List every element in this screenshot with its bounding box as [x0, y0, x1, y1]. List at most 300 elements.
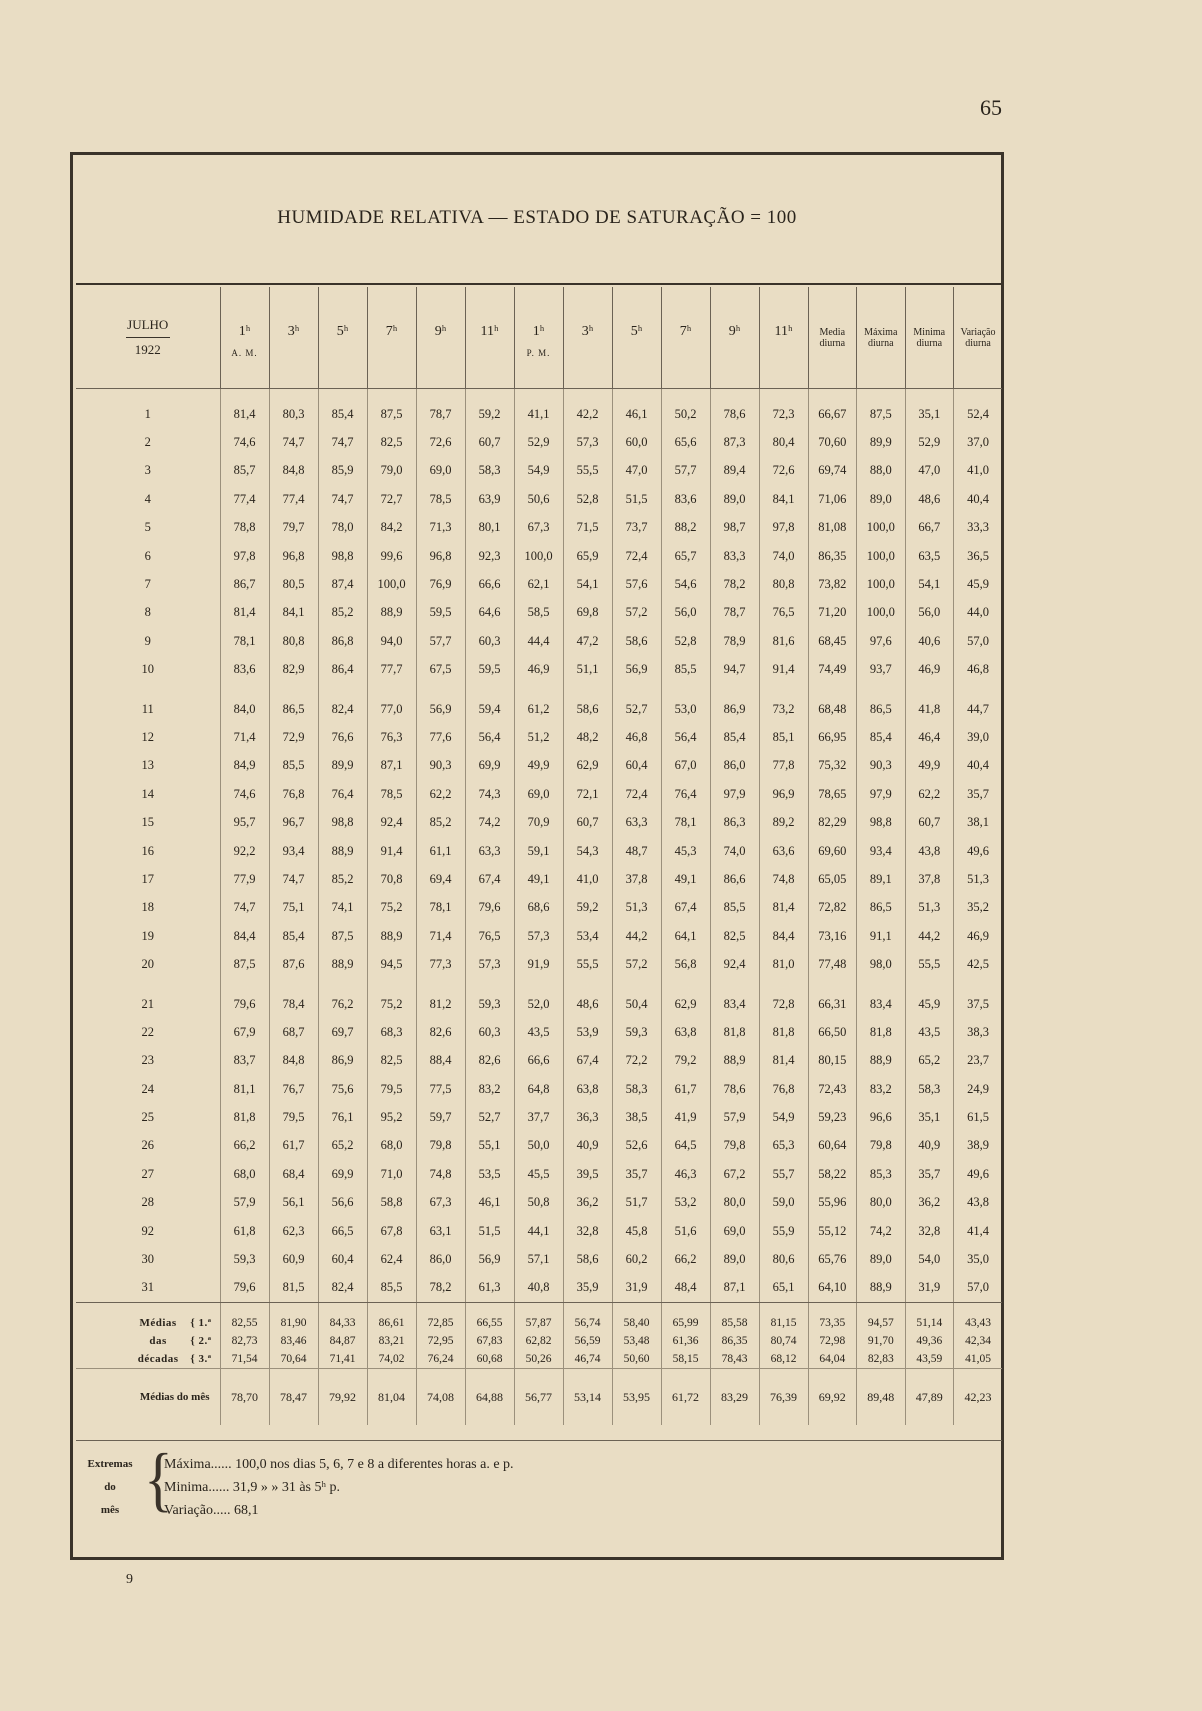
decade-mean-cell: 80,74: [759, 1332, 808, 1350]
value-cell: 93,7: [857, 656, 906, 684]
value-cell: 64,6: [465, 599, 514, 627]
spacer-cell: [905, 684, 954, 695]
value-cell: 56,0: [905, 599, 954, 627]
value-cell: 54,9: [514, 457, 563, 485]
value-cell: 100,0: [857, 542, 906, 570]
value-cell: 84,4: [759, 922, 808, 950]
decade-mean-row: [76, 1350, 1002, 1369]
value-cell: 55,96: [808, 1189, 857, 1217]
value-cell: 35,7: [954, 780, 1003, 808]
value-cell: 47,0: [612, 457, 661, 485]
spacer-cell: [220, 1303, 269, 1315]
value-cell: 82,5: [367, 428, 416, 456]
value-cell: 67,2: [710, 1160, 759, 1188]
value-cell: 77,0: [367, 695, 416, 723]
spacer-row: [76, 684, 1002, 695]
value-cell: 81,4: [759, 894, 808, 922]
value-cell: 36,2: [563, 1189, 612, 1217]
value-cell: 50,0: [514, 1132, 563, 1160]
value-cell: 35,0: [954, 1245, 1003, 1273]
day-cell: 24: [141, 1081, 154, 1096]
value-cell: 71,3: [416, 514, 465, 542]
spacer-cell: [612, 389, 661, 401]
month-mean-cell: 64,88: [465, 1369, 514, 1426]
value-cell: 78,5: [367, 780, 416, 808]
value-cell: 72,6: [759, 457, 808, 485]
value-cell: 54,0: [905, 1245, 954, 1273]
value-cell: 85,1: [759, 723, 808, 751]
value-cell: 66,67: [808, 400, 857, 428]
value-cell: 81,4: [759, 1047, 808, 1075]
table-row: [76, 1018, 1002, 1046]
value-cell: 87,5: [220, 950, 269, 978]
value-cell: 81,0: [759, 950, 808, 978]
value-cell: 55,5: [563, 457, 612, 485]
value-cell: 86,7: [220, 570, 269, 598]
value-cell: 82,4: [318, 1274, 367, 1303]
value-cell: 53,0: [661, 695, 710, 723]
value-cell: 85,4: [318, 400, 367, 428]
value-cell: 94,5: [367, 950, 416, 978]
value-cell: 47,0: [905, 457, 954, 485]
value-cell: 76,8: [759, 1075, 808, 1103]
decade-label-cell: [76, 1314, 220, 1332]
summary-header-text: Media: [819, 326, 846, 338]
day-cell: 20: [141, 957, 154, 972]
month-label: JULHO: [127, 317, 169, 332]
decade-mean-cell: 91,70: [857, 1332, 906, 1350]
value-cell: 60,7: [563, 808, 612, 836]
day-cell: 5: [144, 520, 151, 535]
value-cell: 54,6: [661, 570, 710, 598]
value-cell: 86,3: [710, 808, 759, 836]
value-cell: 44,0: [954, 599, 1003, 627]
value-cell: 86,5: [857, 894, 906, 922]
value-cell: 66,50: [808, 1018, 857, 1046]
value-cell: 38,1: [954, 808, 1003, 836]
value-cell: 62,2: [416, 780, 465, 808]
value-cell: 84,4: [220, 922, 269, 950]
decade-mean-cell: 94,57: [857, 1314, 906, 1332]
decade-mean-cell: 49,36: [905, 1332, 954, 1350]
value-cell: 76,7: [269, 1075, 318, 1103]
decade-brace: {: [187, 1335, 199, 1348]
value-cell: 92,4: [710, 950, 759, 978]
value-cell: 75,2: [367, 990, 416, 1018]
value-cell: 60,64: [808, 1132, 857, 1160]
spacer-cell: [416, 389, 465, 401]
decade-mean-cell: 43,43: [954, 1314, 1003, 1332]
value-cell: 86,0: [710, 752, 759, 780]
value-cell: 62,4: [367, 1245, 416, 1273]
value-cell: 80,6: [759, 1245, 808, 1273]
value-cell: 98,7: [710, 514, 759, 542]
value-cell: 88,9: [318, 950, 367, 978]
value-cell: 53,4: [563, 922, 612, 950]
value-cell: 56,9: [465, 1245, 514, 1273]
value-cell: 82,9: [269, 656, 318, 684]
day-cell: 16: [141, 843, 154, 858]
value-cell: 79,2: [661, 1047, 710, 1075]
value-cell: 64,8: [514, 1075, 563, 1103]
page-number: 65: [980, 95, 1002, 120]
value-cell: 51,2: [514, 723, 563, 751]
value-cell: 71,4: [416, 922, 465, 950]
value-cell: 51,6: [661, 1217, 710, 1245]
value-cell: 46,3: [661, 1160, 710, 1188]
decade-mark: 1.ª: [198, 1317, 212, 1330]
decade-label-text: das: [149, 1335, 167, 1348]
value-cell: 88,4: [416, 1047, 465, 1075]
value-cell: 64,1: [661, 922, 710, 950]
value-cell: 54,1: [563, 570, 612, 598]
decade-mean-cell: 74,02: [367, 1350, 416, 1369]
spacer-cell: [857, 979, 906, 990]
summary-header-text: diurna: [916, 337, 943, 349]
day-cell: 17: [141, 871, 154, 886]
value-cell: 81,8: [220, 1103, 269, 1131]
value-cell: 41,1: [514, 400, 563, 428]
month-mean-label: Médias do mês: [76, 1369, 220, 1426]
decade-mean-cell: 58,15: [661, 1350, 710, 1369]
value-cell: 51,5: [612, 485, 661, 513]
value-cell: 44,1: [514, 1217, 563, 1245]
period-label: [711, 348, 759, 359]
extremes-label: [78, 1453, 142, 1522]
value-cell: 58,6: [612, 627, 661, 655]
decade-mean-cell: 82,55: [220, 1314, 269, 1332]
hour-label: 9ʰ: [434, 324, 447, 339]
period-label: [368, 348, 416, 359]
hour-label: 3ʰ: [581, 324, 594, 339]
value-cell: 82,5: [367, 1047, 416, 1075]
spacer-cell: [759, 1303, 808, 1315]
summary-header-text: diurna: [867, 337, 894, 349]
value-cell: 63,3: [612, 808, 661, 836]
table-row: [76, 1189, 1002, 1217]
decade-mean-cell: 82,83: [857, 1350, 906, 1369]
value-cell: 60,4: [612, 752, 661, 780]
day-cell: 13: [141, 758, 154, 773]
value-cell: 49,6: [954, 1160, 1003, 1188]
value-cell: 73,2: [759, 695, 808, 723]
value-cell: 56,9: [612, 656, 661, 684]
value-cell: 85,5: [269, 752, 318, 780]
value-cell: 81,5: [269, 1274, 318, 1303]
value-cell: 73,16: [808, 922, 857, 950]
value-cell: 67,4: [465, 865, 514, 893]
value-cell: 81,8: [710, 1018, 759, 1046]
value-cell: 74,2: [857, 1217, 906, 1245]
value-cell: 72,4: [612, 542, 661, 570]
value-cell: 71,06: [808, 485, 857, 513]
value-cell: 81,8: [759, 1018, 808, 1046]
value-cell: 36,3: [563, 1103, 612, 1131]
value-cell: 87,3: [710, 428, 759, 456]
value-cell: 56,1: [269, 1189, 318, 1217]
value-cell: 59,2: [563, 894, 612, 922]
value-cell: 89,0: [857, 1245, 906, 1273]
summary-header: [954, 287, 1003, 389]
value-cell: 79,8: [857, 1132, 906, 1160]
value-cell: 56,4: [465, 723, 514, 751]
extremes-variation: Variação..... 68,1: [164, 1503, 259, 1518]
period-label: [270, 348, 318, 359]
value-cell: 78,1: [416, 894, 465, 922]
hour-header: [612, 287, 661, 389]
decade-mean-cell: 70,64: [269, 1350, 318, 1369]
value-cell: 44,2: [905, 922, 954, 950]
day-cell: 2: [144, 435, 151, 450]
value-cell: 43,8: [905, 837, 954, 865]
value-cell: 83,6: [661, 485, 710, 513]
value-cell: 74,7: [269, 865, 318, 893]
value-cell: 35,2: [954, 894, 1003, 922]
value-cell: 68,7: [269, 1018, 318, 1046]
value-cell: 75,1: [269, 894, 318, 922]
value-cell: 69,9: [318, 1160, 367, 1188]
table-row: [76, 695, 1002, 723]
value-cell: 66,2: [220, 1132, 269, 1160]
spacer-cell: [465, 979, 514, 990]
value-cell: 40,4: [954, 752, 1003, 780]
hour-header: [318, 287, 367, 389]
value-cell: 64,5: [661, 1132, 710, 1160]
value-cell: 66,6: [514, 1047, 563, 1075]
table-row: [76, 950, 1002, 978]
value-cell: 92,3: [465, 542, 514, 570]
value-cell: 80,4: [759, 428, 808, 456]
value-cell: 77,48: [808, 950, 857, 978]
spacer-cell: [269, 389, 318, 401]
value-cell: 82,29: [808, 808, 857, 836]
value-cell: 93,4: [269, 837, 318, 865]
value-cell: 79,6: [220, 990, 269, 1018]
decade-mean-cell: 61,36: [661, 1332, 710, 1350]
spacer-cell: [416, 979, 465, 990]
day-cell: 21: [141, 996, 154, 1011]
value-cell: 67,8: [367, 1217, 416, 1245]
value-cell: 69,60: [808, 837, 857, 865]
value-cell: 41,0: [563, 865, 612, 893]
decade-mean-cell: 42,34: [954, 1332, 1003, 1350]
value-cell: 61,7: [661, 1075, 710, 1103]
value-cell: 91,9: [514, 950, 563, 978]
value-cell: 75,32: [808, 752, 857, 780]
value-cell: 76,5: [759, 599, 808, 627]
value-cell: 61,5: [954, 1103, 1003, 1131]
value-cell: 56,6: [318, 1189, 367, 1217]
value-cell: 83,4: [857, 990, 906, 1018]
spacer-cell: [612, 1303, 661, 1315]
value-cell: 45,3: [661, 837, 710, 865]
value-cell: 52,7: [465, 1103, 514, 1131]
spacer-row: [76, 979, 1002, 990]
value-cell: 33,3: [954, 514, 1003, 542]
value-cell: 71,5: [563, 514, 612, 542]
month-mean-cell: 83,29: [710, 1369, 759, 1426]
value-cell: 45,9: [905, 990, 954, 1018]
value-cell: 94,7: [710, 656, 759, 684]
value-cell: 100,0: [857, 570, 906, 598]
day-cell: 7: [144, 577, 151, 592]
spacer-cell: [416, 684, 465, 695]
value-cell: 61,3: [465, 1274, 514, 1303]
value-cell: 65,76: [808, 1245, 857, 1273]
spacer-cell: [857, 1303, 906, 1315]
value-cell: 77,6: [416, 723, 465, 751]
value-cell: 84,0: [220, 695, 269, 723]
day-cell: 31: [76, 1274, 220, 1303]
value-cell: 65,7: [661, 542, 710, 570]
value-cell: 85,5: [367, 1274, 416, 1303]
spacer-cell: [220, 389, 269, 401]
value-cell: 50,2: [661, 400, 710, 428]
value-cell: 65,05: [808, 865, 857, 893]
value-cell: 91,4: [759, 656, 808, 684]
value-cell: 85,5: [661, 656, 710, 684]
value-cell: 76,2: [318, 990, 367, 1018]
hour-header: [710, 287, 759, 389]
value-cell: 73,7: [612, 514, 661, 542]
value-cell: 61,8: [220, 1217, 269, 1245]
value-cell: 60,2: [612, 1245, 661, 1273]
decade-label-cell: [76, 1350, 220, 1369]
value-cell: 100,0: [514, 542, 563, 570]
header-rule: [126, 337, 170, 338]
value-cell: 56,4: [661, 723, 710, 751]
value-cell: 55,5: [563, 950, 612, 978]
value-cell: 80,8: [269, 627, 318, 655]
day-cell: 25: [141, 1110, 154, 1125]
value-cell: 49,9: [905, 752, 954, 780]
value-cell: 97,9: [710, 780, 759, 808]
decade-mean-cell: 60,68: [465, 1350, 514, 1369]
value-cell: 57,0: [954, 1274, 1003, 1303]
value-cell: 67,3: [514, 514, 563, 542]
hour-label: 9ʰ: [728, 324, 741, 339]
value-cell: 85,2: [318, 865, 367, 893]
table-row: [76, 752, 1002, 780]
value-cell: 47,2: [563, 627, 612, 655]
value-cell: 69,74: [808, 457, 857, 485]
value-cell: 78,4: [269, 990, 318, 1018]
value-cell: 85,4: [857, 723, 906, 751]
value-cell: 89,9: [857, 428, 906, 456]
value-cell: 86,5: [269, 695, 318, 723]
spacer-cell: [318, 389, 367, 401]
hour-header: [269, 287, 318, 389]
value-cell: 78,7: [710, 599, 759, 627]
day-cell: 10: [141, 662, 154, 677]
value-cell: 65,6: [661, 428, 710, 456]
value-cell: 81,4: [220, 400, 269, 428]
value-cell: 76,4: [318, 780, 367, 808]
period-label: A. M.: [231, 348, 258, 358]
value-cell: 78,6: [710, 400, 759, 428]
decade-mark: 3.ª: [198, 1353, 212, 1366]
value-cell: 86,0: [416, 1245, 465, 1273]
decade-label-cell: [76, 1332, 220, 1350]
value-cell: 55,12: [808, 1217, 857, 1245]
table-row: [76, 1217, 1002, 1245]
value-cell: 45,8: [612, 1217, 661, 1245]
spacer-cell: [269, 979, 318, 990]
value-cell: 87,5: [318, 922, 367, 950]
value-cell: 51,1: [563, 656, 612, 684]
value-cell: 86,8: [318, 627, 367, 655]
value-cell: 52,7: [612, 695, 661, 723]
spacer-cell: [76, 389, 220, 401]
value-cell: 49,6: [954, 837, 1003, 865]
month-mean-cell: 53,95: [612, 1369, 661, 1426]
value-cell: 58,22: [808, 1160, 857, 1188]
value-cell: 73,82: [808, 570, 857, 598]
value-cell: 59,3: [465, 990, 514, 1018]
extremes-maximum: Máxima...... 100,0 nos dias 5, 6, 7 e 8 a diferentes horas a. e p.: [164, 1457, 514, 1472]
value-cell: 57,9: [710, 1103, 759, 1131]
value-cell: 53,9: [563, 1018, 612, 1046]
humidity-table: [76, 287, 1002, 1425]
table-row: [76, 457, 1002, 485]
decade-mean-cell: 82,73: [220, 1332, 269, 1350]
decade-mean-cell: 84,33: [318, 1314, 367, 1332]
value-cell: 99,6: [367, 542, 416, 570]
value-cell: 81,2: [416, 990, 465, 1018]
value-cell: 89,0: [857, 485, 906, 513]
value-cell: 91,4: [367, 837, 416, 865]
value-cell: 63,9: [465, 485, 514, 513]
value-cell: 76,1: [318, 1103, 367, 1131]
value-cell: 87,5: [367, 400, 416, 428]
value-cell: 96,7: [269, 808, 318, 836]
value-cell: 51,3: [954, 865, 1003, 893]
extremes-label-2: do: [104, 1481, 116, 1493]
value-cell: 85,7: [220, 457, 269, 485]
spacer-cell: [563, 389, 612, 401]
month-mean-cell: 47,89: [905, 1369, 954, 1426]
value-cell: 31,9: [905, 1274, 954, 1303]
table-row: [76, 723, 1002, 751]
value-cell: 40,6: [905, 627, 954, 655]
decade-mean-cell: 66,55: [465, 1314, 514, 1332]
value-cell: 63,8: [661, 1018, 710, 1046]
hour-header: [759, 287, 808, 389]
spacer-cell: [367, 389, 416, 401]
value-cell: 98,8: [318, 808, 367, 836]
value-cell: 71,20: [808, 599, 857, 627]
value-cell: 55,5: [905, 950, 954, 978]
hour-label: 11ʰ: [774, 324, 793, 339]
value-cell: 100,0: [367, 570, 416, 598]
value-cell: 36,2: [905, 1189, 954, 1217]
value-cell: 58,3: [612, 1075, 661, 1103]
value-cell: 71,0: [367, 1160, 416, 1188]
value-cell: 38,5: [612, 1103, 661, 1131]
value-cell: 78,5: [416, 485, 465, 513]
value-cell: 78,2: [416, 1274, 465, 1303]
decade-mean-cell: 46,74: [563, 1350, 612, 1369]
value-cell: 69,0: [710, 1217, 759, 1245]
header-row: [76, 287, 1002, 389]
spacer-row: [76, 1303, 1002, 1315]
value-cell: 87,4: [318, 570, 367, 598]
spacer-cell: [954, 1303, 1003, 1315]
value-cell: 64,10: [808, 1274, 857, 1303]
hour-label: 7ʰ: [679, 324, 692, 339]
value-cell: 83,2: [857, 1075, 906, 1103]
value-cell: 86,6: [710, 865, 759, 893]
